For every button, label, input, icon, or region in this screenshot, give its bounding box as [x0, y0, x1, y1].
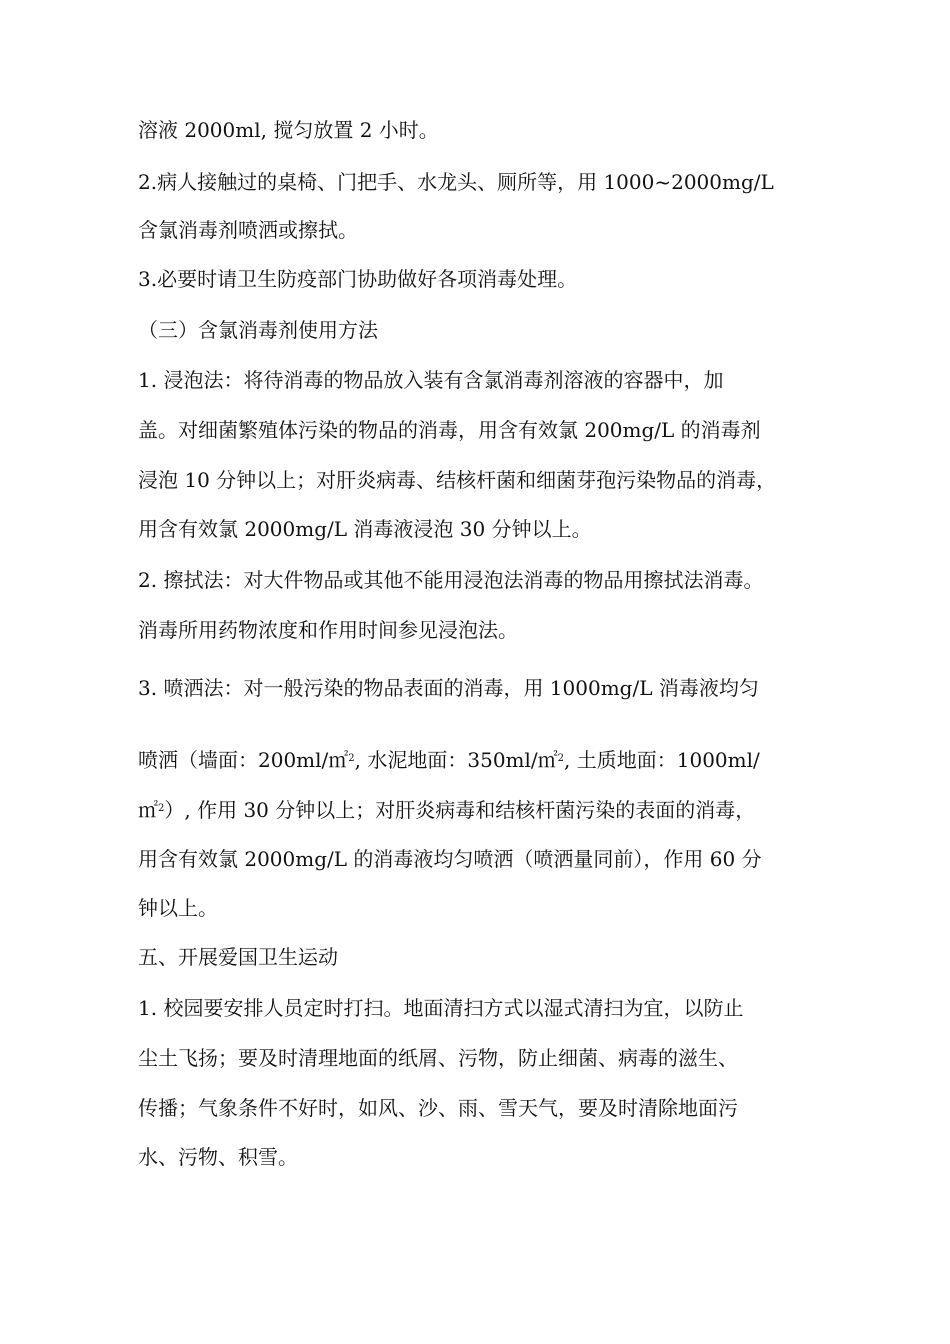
text-line: 尘土飞扬；要及时清理地面的纸屑、污物，防止细菌、病毒的滋生、 [138, 1046, 738, 1070]
text-line: 3.必要时请卫生防疫部门协助做好各项消毒处理。 [138, 267, 578, 291]
text-line: 含氯消毒剂喷洒或擦拭。 [138, 218, 358, 242]
section-heading: （三）含氯消毒剂使用方法 [138, 318, 378, 342]
text-line: 传播；气象条件不好时，如风、沙、雨、雪天气，要及时清除地面污 [138, 1096, 738, 1120]
text-segment: ㎡ [138, 798, 158, 822]
text-line: 3. 喷洒法：对一般污染的物品表面的消毒，用 1000mg/L 消毒液均匀 [138, 676, 759, 700]
text-segment: 喷洒（墙面：200ml/㎡ [138, 748, 349, 772]
text-line: 用含有效氯 2000mg/L 消毒液浸泡 30 分钟以上。 [138, 517, 592, 541]
text-line-spray-amounts [138, 747, 838, 773]
text-line: 1. 浸泡法：将待消毒的物品放入装有含氯消毒剂溶液的容器中，加 [138, 368, 724, 392]
section-heading: 五、开展爱国卫生运动 [138, 945, 338, 969]
text-line: 用含有效氯 2000mg/L 的消毒液均匀喷洒（喷洒量同前），作用 60 分 [138, 847, 762, 871]
text-line: 2. 擦拭法：对大件物品或其他不能用浸泡法消毒的物品用擦拭法消毒。 [138, 568, 764, 592]
text-segment: ）, 作用 30 分钟以上；对肝炎病毒和结核杆菌污染的表面的消毒， [164, 798, 756, 822]
text-line: 1. 校园要安排人员定时打扫。地面清扫方式以湿式清扫为宜，以防止 [138, 996, 744, 1020]
superscript: 2 [348, 753, 355, 764]
text-line-spray-duration [138, 797, 838, 823]
text-line: 浸泡 10 分钟以上；对肝炎病毒、结核杆菌和细菌芽孢污染物品的消毒， [138, 468, 777, 492]
text-segment: , 水泥地面：350ml/㎡ [354, 748, 558, 772]
text-segment: , 土质地面：1000ml/ [564, 748, 760, 772]
superscript: 2 [158, 803, 165, 814]
text-line: 水、污物、积雪。 [138, 1145, 298, 1169]
text-line: 2.病人接触过的桌椅、门把手、水龙头、厕所等，用 1000~2000mg/L [138, 170, 774, 194]
text-line: 盖。对细菌繁殖体污染的物品的消毒，用含有效氯 200mg/L 的消毒剂 [138, 418, 761, 442]
text-line: 钟以上。 [138, 896, 218, 920]
text-line: 溶液 2000ml, 搅匀放置 2 小时。 [138, 118, 439, 142]
text-line: 消毒所用药物浓度和作用时间参见浸泡法。 [138, 618, 518, 642]
superscript: 2 [557, 753, 565, 764]
